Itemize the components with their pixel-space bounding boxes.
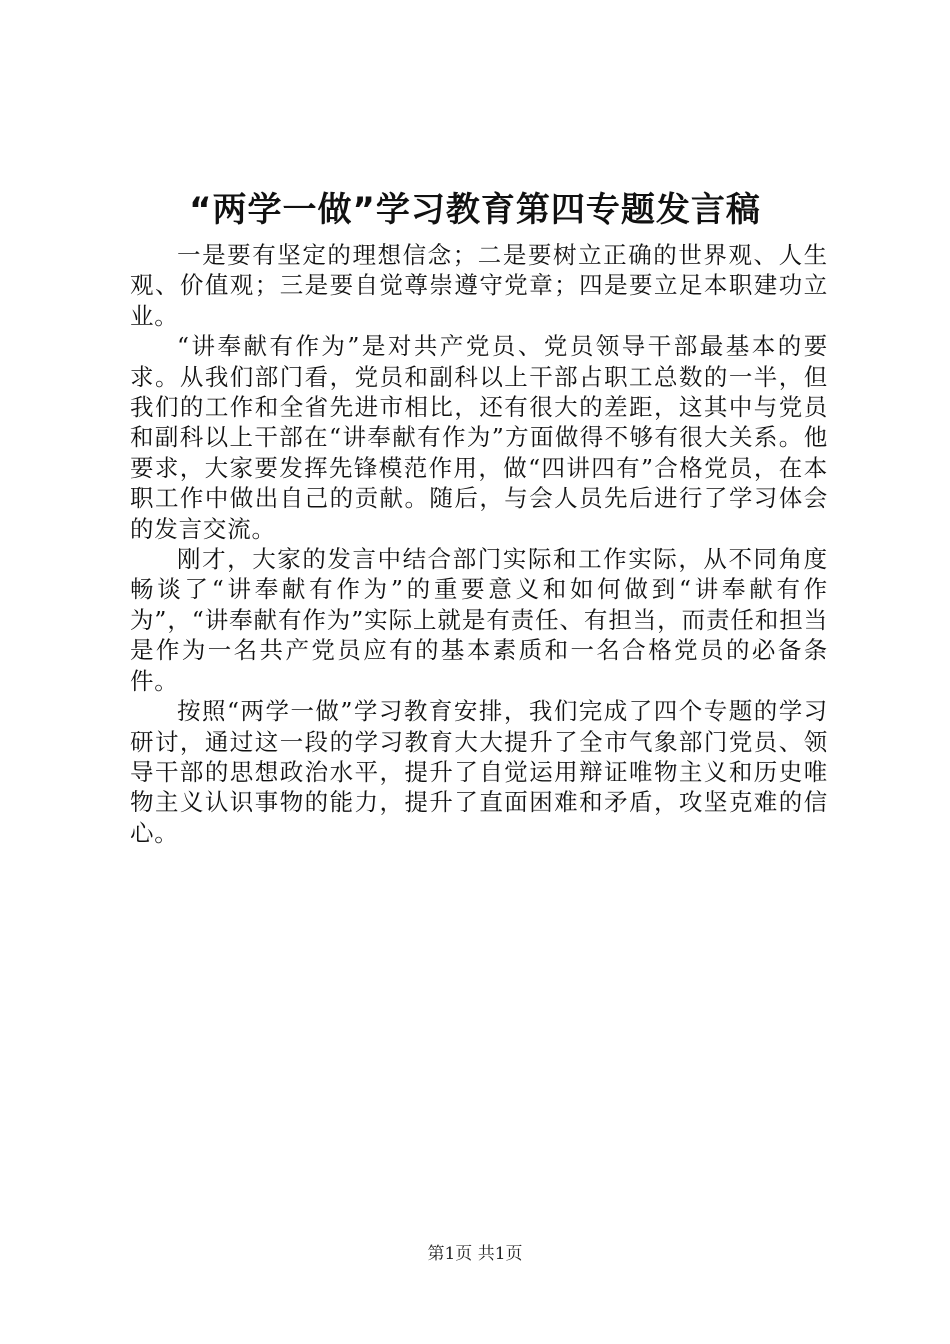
paragraph-2: “讲奉献有作为”是对共产党员、党员领导干部最基本的要求。从我们部门看，党员和副科以上干部占职工总数的一半，但我们的工作和全省先进市相比，还有很大的差距，这其中与党员和副科以上干部在“讲奉献有作为”方面做得不够有很大关系。他要求，大家要发挥先锋模范作用，做“四讲四有”合格党员，在本职工作中做出自己的贡献。随后，与会人员先后进行了学习体会的发言交流。 bbox=[130, 332, 828, 543]
page-footer: 第1页 共1页 bbox=[427, 1244, 523, 1264]
paragraph-1: 一是要有坚定的理想信念；二是要树立正确的世界观、人生观、价值观；三是要自觉尊崇遵守党章；四是要立足本职建功立业。 bbox=[130, 241, 828, 330]
paragraph-3: 刚才，大家的发言中结合部门实际和工作实际，从不同角度畅谈了“讲奉献有作为”的重要意义和如何做到“讲奉献有作为”，“讲奉献有作为”实际上就是有责任、有担当，而责任和担当是作为一名共产党员应有的基本素质和一名合格党员的必备条件。 bbox=[130, 545, 828, 695]
document-title: “两学一做”学习教育第四专题发言稿 bbox=[189, 190, 761, 230]
paragraph-4: 按照“两学一做”学习教育安排，我们完成了四个专题的学习研讨，通过这一段的学习教育大大提升了全市气象部门党员、领导干部的思想政治水平，提升了自觉运用辩证唯物主义和历史唯物主义认识事物的能力，提升了直面困难和矛盾，攻坚克难的信心。 bbox=[130, 697, 828, 847]
document-body bbox=[130, 240, 828, 848]
